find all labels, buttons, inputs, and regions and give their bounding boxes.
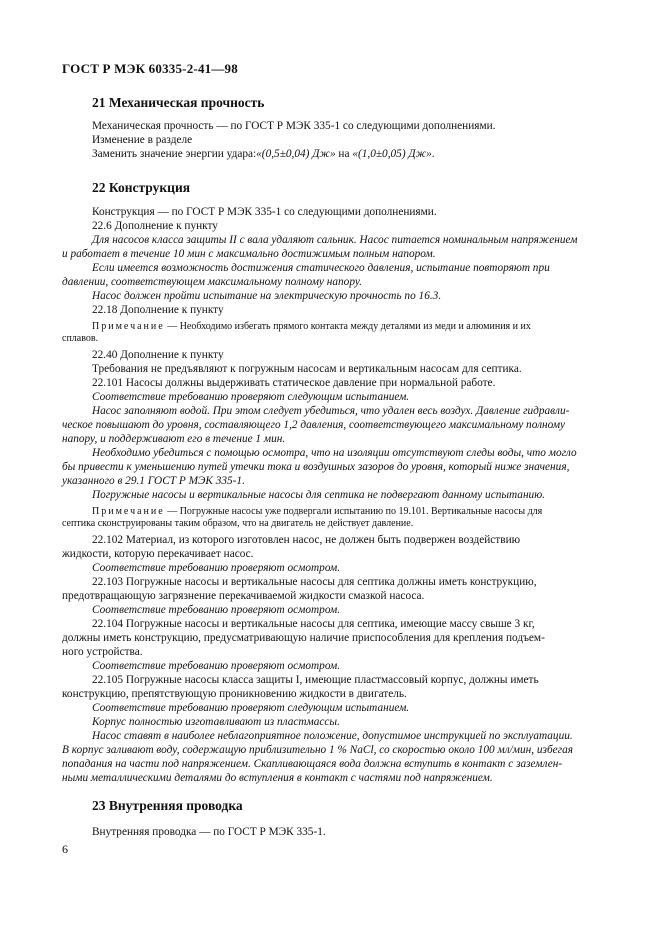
clause-22-104-check: Соответствие требованию проверяют осмотром. xyxy=(92,660,341,672)
clause-22-18: 22.18 Дополнение к пункту xyxy=(92,304,224,316)
clause-22-105-p2d: ными металлическими деталями до вступления в контакт с частями под напряжением. xyxy=(62,772,493,784)
clause-22-105-p2b: В корпус заливают воду, содержащую приблизительно 1 % NaCl, со скоростью около 100 мл/мин, избегая xyxy=(62,744,573,756)
page-number: 6 xyxy=(62,842,68,856)
s21-line-3-on: на xyxy=(335,148,353,160)
note-1-label: Примечание xyxy=(92,321,165,332)
clause-22-6-p1b: и работает в течение 10 мин с максимально достижимым полным напором. xyxy=(62,248,436,260)
clause-22-101-p2b: бы привести к уменьшению путей утечки тока и воздушных зазоров до уровня, который ниже значения, xyxy=(62,461,570,473)
clause-22-6: 22.6 Дополнение к пункту xyxy=(92,220,218,232)
s21-old-value: «(0,5±0,04) Дж» xyxy=(256,148,336,160)
clause-22-40: 22.40 Дополнение к пункту xyxy=(92,349,224,361)
s21-line-3 xyxy=(92,147,435,161)
section-22-title: 22 Конструкция xyxy=(92,180,191,195)
clause-22-101-check: Соответствие требованию проверяют следующим испытанием. xyxy=(92,391,410,403)
clause-22-40-text: Требования не предъявляют к погружным насосам и вертикальным насосам для септика. xyxy=(92,363,522,375)
clause-22-102-check: Соответствие требованию проверяют осмотром. xyxy=(92,562,341,574)
clause-22-105-b: конструкцию, препятствующую проникновению жидкости в двигатель. xyxy=(62,688,407,700)
note-1-line-1 xyxy=(92,320,531,334)
clause-22-103-b: предотвращающую загрязнение перекачиваемой жидкости смазкой насоса. xyxy=(62,590,425,602)
clause-22-103-check: Соответствие требованию проверяют осмотром. xyxy=(92,604,341,616)
s21-line-3-end: . xyxy=(431,148,435,160)
s22-intro: Конструкция — по ГОСТ Р МЭК 335-1 со следующими дополнениями. xyxy=(92,206,437,218)
note-2-label: Примечание xyxy=(92,506,165,517)
clause-22-6-p3: Насос должен пройти испытание на электрическую прочность по 16.3. xyxy=(92,290,442,302)
s21-line-3-text: Заменить значение энергии удара: xyxy=(92,148,257,160)
clause-22-101-p2a: Необходимо убедиться с помощью осмотра, что на изоляции отсутствуют следы воды, что могло xyxy=(92,447,577,459)
clause-22-104-b: должны иметь конструкцию, предусматривающую наличие приспособления для крепления подъем- xyxy=(62,632,545,644)
clause-22-105-a: 22.105 Погружные насосы класса защиты I, имеющие пластмассовый корпус, должны иметь xyxy=(92,674,539,686)
section-23-title: 23 Внутренняя проводка xyxy=(92,798,243,813)
note-1-text: — Необходимо избегать прямого контакта между деталями из меди и алюминия и их xyxy=(164,321,531,332)
clause-22-103-a: 22.103 Погружные насосы и вертикальные насосы для септика должны иметь конструкцию, xyxy=(92,576,537,588)
clause-22-6-p1a: Для насосов класса защиты II с вала удаляют сальник. Насос питается номинальным напряжением xyxy=(92,234,578,246)
s21-line-1: Механическая прочность — по ГОСТ Р МЭК 335-1 со следующими дополнениями. xyxy=(92,120,496,132)
s21-line-2: Изменение в разделе xyxy=(92,134,193,146)
clause-22-101-p1c: напору, и поддерживают его в течение 1 мин. xyxy=(62,433,286,445)
clause-22-101-p2c: указанного в 29.1 ГОСТ Р МЭК 335-1. xyxy=(62,475,245,487)
clause-22-105-p1: Корпус полностью изготавливают из пластмассы. xyxy=(92,716,340,728)
section-21-title: 21 Механическая прочность xyxy=(92,95,265,110)
clause-22-105-check: Соответствие требованию проверяют следующим испытанием. xyxy=(92,702,410,714)
clause-22-101-p1a: Насос заполняют водой. При этом следует убедиться, что удален весь воздух. Давление гидравли- xyxy=(92,405,570,417)
clause-22-104-c: ного устройства. xyxy=(62,646,143,658)
clause-22-102-a: 22.102 Материал, из которого изготовлен насос, не должен быть подвержен воздействию xyxy=(92,534,521,546)
clause-22-102-b: жидкости, которую перекачивает насос. xyxy=(62,548,254,560)
note-2-text: — Погружные насосы уже подвергали испытанию по 19.101. Вертикальные насосы для xyxy=(164,506,543,517)
clause-22-6-p2b: давлении, соответствующем максимальному полному напору. xyxy=(62,276,362,288)
note-2-line-2: септика сконструированы таким образом, что на двигатель не действует давление. xyxy=(62,518,414,529)
clause-22-6-p2a: Если имеется возможность достижения статического давления, испытание повторяют при xyxy=(92,262,550,274)
clause-22-101-p1b: ческое повышают до уровня, составляющего 1,2 давления, соответствующего максимальному полному xyxy=(62,419,566,431)
clause-22-105-p2c: попадания на части под напряжением. Скапливающаяся вода должна вступить в контакт с заземлен- xyxy=(62,758,563,770)
clause-22-101-p3: Погружные насосы и вертикальные насосы для септика не подвергают данному испытанию. xyxy=(92,489,545,501)
clause-22-105-p2a: Насос ставят в наиболее неблагоприятное положение, допустимое инструкцией по эксплуатации. xyxy=(92,730,573,742)
document-header: ГОСТ Р МЭК 60335-2-41—98 xyxy=(62,61,238,76)
s21-new-value: «(1,0±0,05) Дж» xyxy=(352,148,432,160)
note-1-line-2: сплавов. xyxy=(62,333,99,344)
clause-22-104-a: 22.104 Погружные насосы и вертикальные насосы для септика, имеющие массу свыше 3 кг, xyxy=(92,618,535,630)
s23-line-1: Внутренняя проводка — по ГОСТ Р МЭК 335-1. xyxy=(92,826,326,838)
clause-22-101: 22.101 Насосы должны выдерживать статическое давление при нормальной работе. xyxy=(92,377,496,389)
